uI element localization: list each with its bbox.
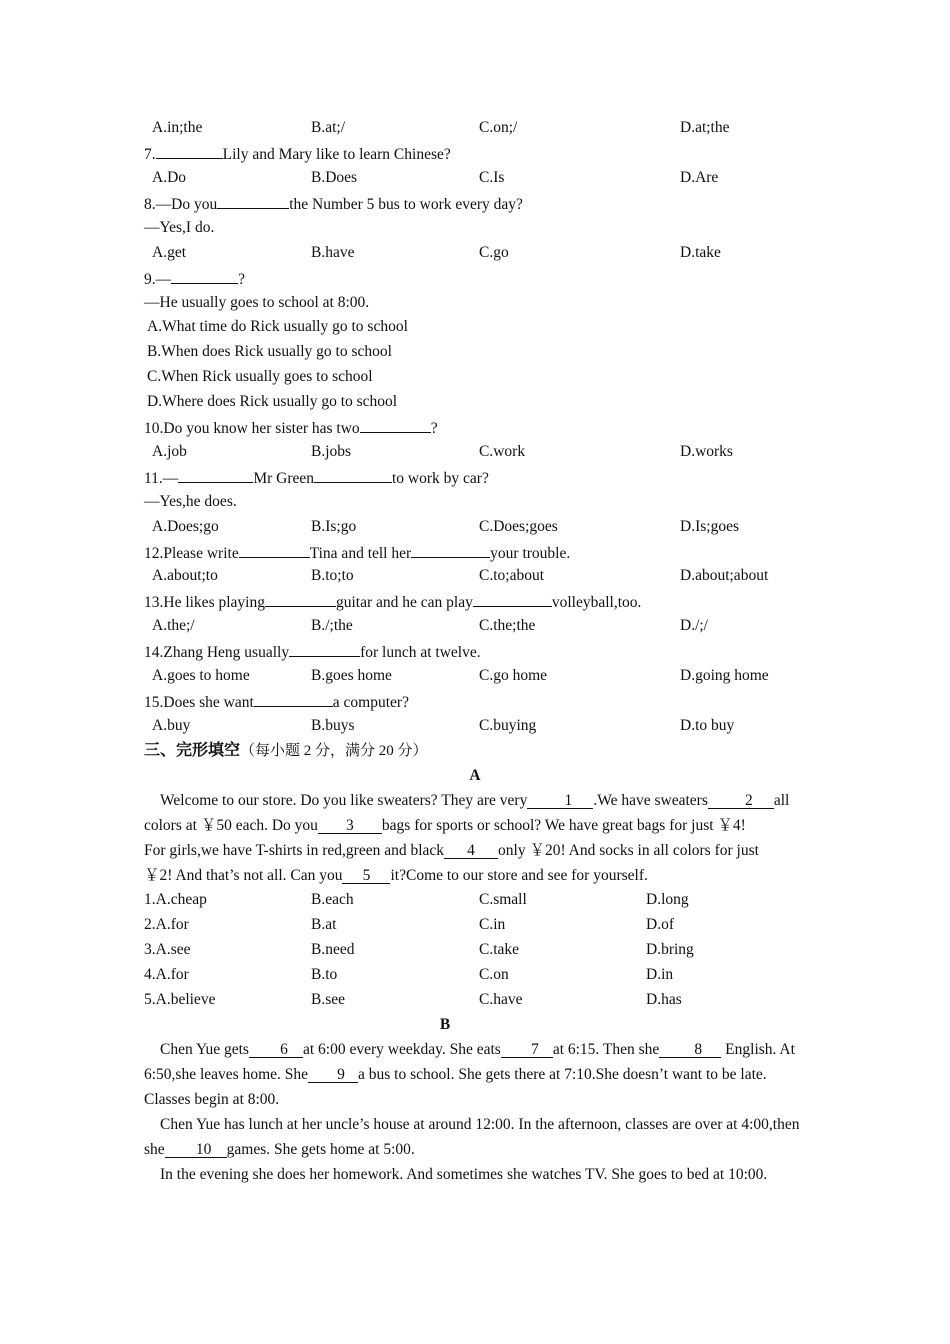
option-c: C.When Rick usually goes to school <box>147 368 373 385</box>
q8-answer: —Yes,I do. <box>144 219 215 236</box>
option-d: D.take <box>680 244 721 261</box>
answer-blank <box>411 542 490 558</box>
option-b: B.see <box>311 991 346 1008</box>
passage-a <box>144 788 810 888</box>
question-13: 13.He likes playing guitar and he can play volleyball,too. <box>144 591 641 613</box>
answer-blank <box>156 143 223 159</box>
cloze-blank-6: 6 <box>249 1042 303 1058</box>
option-d: D.Are <box>680 169 719 186</box>
answer-blank <box>265 591 336 607</box>
option-b: B.When does Rick usually go to school <box>147 343 392 360</box>
option-a: 1.A.cheap <box>144 891 207 908</box>
option-a: A.get <box>152 244 187 261</box>
option-a: A.What time do Rick usually go to school <box>147 318 408 335</box>
option-c: C.Does;goes <box>479 518 558 535</box>
option-a: A.the;/ <box>152 617 195 634</box>
option-d: D.at;the <box>680 119 730 136</box>
option-b: B.Is;go <box>311 518 357 535</box>
answer-blank <box>178 467 253 483</box>
answer-blank <box>360 417 431 433</box>
passage-a-line-3: For girls,we have T-shirts in red,green and black 4 only ￥20! And socks in all colors for just <box>144 842 759 859</box>
option-c: C.on <box>479 966 509 983</box>
q11-answer: —Yes,he does. <box>144 493 237 510</box>
option-a: A.goes to home <box>152 667 250 684</box>
answer-blank <box>289 641 360 657</box>
option-d: D.works <box>680 443 733 460</box>
passage-b-paragraph-3: In the evening she does her homework. And sometimes she watches TV. She goes to bed at 10:00. <box>160 1166 768 1183</box>
question-9: 9.— ? <box>144 268 245 290</box>
option-b: B./;the <box>311 617 353 634</box>
option-a: A.Does;go <box>152 518 219 535</box>
option-d: D.has <box>646 991 682 1008</box>
cloze-blank-10: 10 <box>165 1142 227 1158</box>
option-c: C.small <box>479 891 527 908</box>
answer-blank <box>239 542 310 558</box>
option-a: 4.A.for <box>144 966 189 983</box>
option-c: C.on;/ <box>479 119 518 136</box>
answer-blank <box>254 691 333 707</box>
option-a: 5.A.believe <box>144 991 216 1008</box>
option-b: B.each <box>311 891 354 908</box>
option-c: C.take <box>479 941 520 958</box>
option-a: A.buy <box>152 717 191 734</box>
option-d: D.of <box>646 916 674 933</box>
cloze-blank-9: 9 <box>308 1067 358 1083</box>
section-heading <box>144 740 428 761</box>
passage-b-label: B <box>439 1016 451 1033</box>
option-b: B.buys <box>311 717 355 734</box>
option-a: A.Do <box>152 169 187 186</box>
cloze-blank-7: 7 <box>501 1042 553 1058</box>
cloze-blank-5: 5 <box>342 868 390 884</box>
option-c: C.have <box>479 991 523 1008</box>
option-d: D.in <box>646 966 674 983</box>
option-a: 2.A.for <box>144 916 189 933</box>
answer-blank <box>314 467 392 483</box>
option-c: C.to;about <box>479 567 545 584</box>
option-c: C.go home <box>479 667 548 684</box>
passage-a-label: A <box>469 767 481 784</box>
cloze-blank-4: 4 <box>444 843 498 859</box>
question-10: 10.Do you know her sister has two ? <box>144 417 438 439</box>
passage-b-paragraph-1: Chen Yue gets 6 at 6:00 every weekday. She eats 7 at 6:15. Then she 8 English. At 6:50,she leaves home. She 9 a bus to school. She gets there at 7:10.She doesn’t want to be late. Classes begin at 8:00. <box>144 1041 795 1108</box>
section-note: （每小题 2 分，满分 20 分） <box>240 743 428 759</box>
option-a: A.job <box>152 443 187 460</box>
option-c: C.Is <box>479 169 505 186</box>
question-8: 8.—Do you the Number 5 bus to work every day? <box>144 193 523 215</box>
option-d: D.long <box>646 891 689 908</box>
question-12: 12.Please write Tina and tell her your trouble. <box>144 542 570 564</box>
passage-a-line-4: ￥2! And that’s not all. Can you 5 it?Come to our store and see for yourself. <box>144 867 648 884</box>
answer-blank <box>171 268 238 284</box>
option-b: B.at <box>311 916 337 933</box>
cloze-blank-3: 3 <box>318 818 382 834</box>
passage-b <box>144 1037 804 1187</box>
section-title: 三、完形填空 <box>144 740 241 759</box>
option-c: C.go <box>479 244 509 261</box>
q9-answer: —He usually goes to school at 8:00. <box>144 294 370 311</box>
option-a: 3.A.see <box>144 941 191 958</box>
option-c: C.the;the <box>479 617 536 634</box>
question-15: 15.Does she want a computer? <box>144 691 409 713</box>
option-d: D.to buy <box>680 717 735 734</box>
option-b: B.need <box>311 941 355 958</box>
option-d: D.Is;goes <box>680 518 739 535</box>
passage-b-paragraph-2: Chen Yue has lunch at her uncle’s house at around 12:00. In the afternoon, classes are over at 4:00,then she 10 games. She gets home at 5:00. <box>144 1116 800 1158</box>
cloze-blank-1: 1 <box>527 793 593 809</box>
option-d: D./;/ <box>680 617 708 634</box>
passage-a-line-1: Welcome to our store. Do you like sweaters? They are very 1 .We have sweaters 2 all <box>160 792 790 809</box>
question-11: 11.— Mr Green to work by car? <box>144 467 489 489</box>
option-b: B.have <box>311 244 355 261</box>
option-b: B.Does <box>311 169 358 186</box>
option-d: D.going home <box>680 667 769 684</box>
option-b: B.to;to <box>311 567 354 584</box>
cloze-blank-2: 2 <box>708 793 774 809</box>
passage-a-line-2: colors at ￥50 each. Do you 3 bags for sports or school? We have great bags for just ￥4! <box>144 817 746 834</box>
question-14: 14.Zhang Heng usually for lunch at twelve. <box>144 641 481 663</box>
option-d: D.bring <box>646 941 694 958</box>
question-7: 7. Lily and Mary like to learn Chinese? <box>144 143 451 165</box>
option-b: B.to <box>311 966 338 983</box>
option-d: D.Where does Rick usually go to school <box>147 393 398 410</box>
option-b: B.at;/ <box>311 119 346 136</box>
option-d: D.about;about <box>680 567 769 584</box>
cloze-blank-8: 8 <box>659 1042 721 1058</box>
option-a: A.about;to <box>152 567 218 584</box>
answer-blank <box>473 591 552 607</box>
option-c: C.buying <box>479 717 537 734</box>
option-b: B.jobs <box>311 443 352 460</box>
option-c: C.work <box>479 443 526 460</box>
option-b: B.goes home <box>311 667 392 684</box>
option-a: A.in;the <box>152 119 203 136</box>
option-c: C.in <box>479 916 506 933</box>
answer-blank <box>217 193 289 209</box>
